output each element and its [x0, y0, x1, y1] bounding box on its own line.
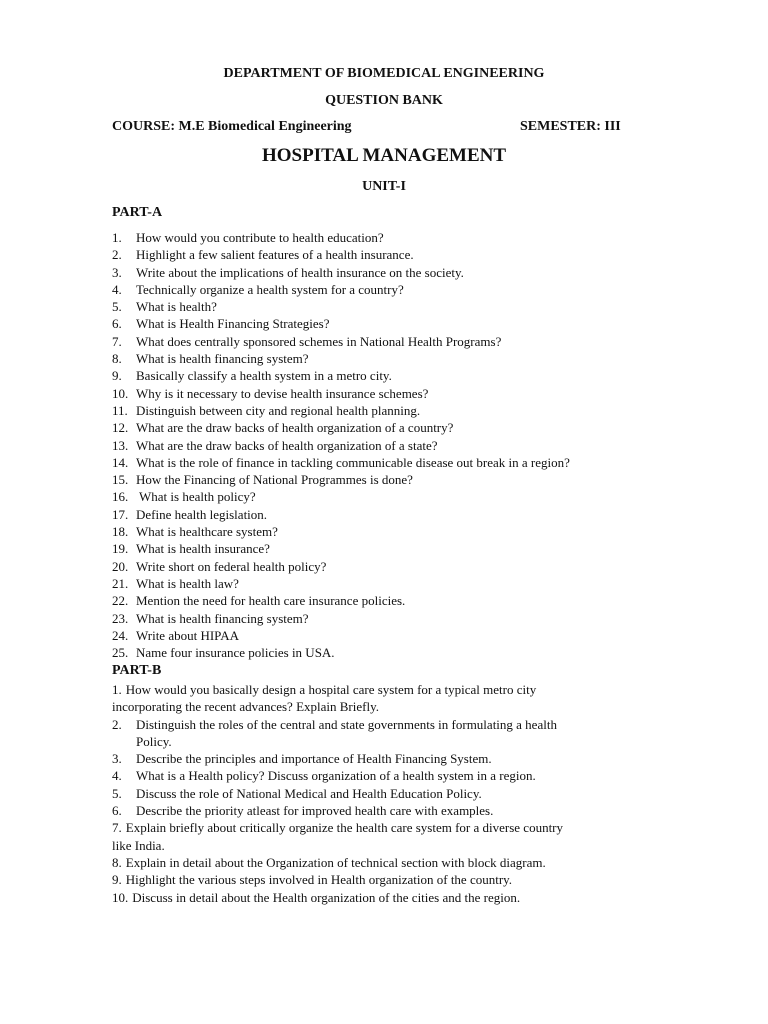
unit-heading: UNIT-I	[362, 179, 406, 194]
question-number: 9.	[112, 368, 122, 384]
question-text: What is a Health policy? Discuss organization of a health system in a region.	[136, 768, 536, 784]
question-text: What is health financing system?	[136, 351, 309, 367]
question-text-continuation: Policy.	[136, 733, 172, 749]
part-a-question-25	[112, 644, 672, 661]
question-bank-title: QUESTION BANK	[325, 93, 443, 108]
part-b-question-7	[112, 819, 672, 854]
question-text: Highlight the various steps involved in Health organization of the country.	[125, 872, 513, 888]
part-a-question-10	[112, 385, 672, 402]
question-text-continuation: like India.	[112, 837, 165, 853]
question-number: 7.	[112, 820, 122, 836]
question-text: Discuss the role of National Medical and Health Education Policy.	[136, 785, 482, 801]
question-number: 5.	[112, 785, 122, 801]
question-text: How the Financing of National Programmes is done?	[136, 472, 413, 488]
question-number: 5.	[112, 299, 122, 315]
question-text: What is health financing system?	[136, 610, 309, 626]
question-text: What are the draw backs of health organization of a country?	[136, 420, 454, 436]
question-number: 2.	[112, 247, 122, 263]
part-a-question-12	[112, 419, 672, 436]
question-text: Explain briefly about critically organize the health care system for a diverse country	[125, 820, 564, 836]
part-a-question-1	[112, 229, 672, 246]
question-text: Define health legislation.	[136, 506, 268, 522]
part-a-question-19	[112, 540, 672, 557]
question-text: Distinguish the roles of the central and state governments in formulating a health	[136, 716, 557, 732]
part-a-question-7	[112, 333, 672, 350]
question-number: 4.	[112, 768, 122, 784]
question-number: 14.	[112, 454, 129, 470]
question-number: 1.	[112, 682, 122, 697]
question-number: 10.	[112, 385, 129, 401]
part-b-question-9	[112, 871, 672, 888]
question-number: 6.	[112, 803, 122, 819]
part-a-question-17	[112, 506, 672, 523]
question-text: Name four insurance policies in USA.	[136, 645, 335, 661]
question-number: 20.	[112, 558, 129, 574]
part-a-question-5	[112, 298, 672, 315]
question-number: 4.	[112, 281, 122, 297]
question-text: Basically classify a health system in a metro city.	[136, 368, 392, 384]
question-text: How would you basically design a hospital care system for a typical metro city	[125, 682, 537, 697]
question-text: What is Health Financing Strategies?	[136, 316, 330, 332]
part-a-question-6	[112, 315, 672, 332]
part-a-question-23	[112, 610, 672, 627]
subject-title: HOSPITAL MANAGEMENT	[261, 145, 507, 166]
part-b-question-6	[112, 802, 672, 819]
question-number: 10.	[112, 889, 129, 905]
question-number: 24.	[112, 627, 129, 643]
part-b-question-4	[112, 767, 672, 784]
question-number: 11.	[112, 402, 128, 418]
question-number: 2.	[112, 716, 122, 732]
part-a-question-16	[112, 488, 672, 505]
part-a-question-14	[112, 454, 672, 471]
question-text: Mention the need for health care insurance policies.	[136, 593, 406, 609]
part-a-question-11	[112, 402, 672, 419]
part-b-heading: PART-B	[112, 663, 162, 678]
question-number: 8.	[112, 854, 122, 870]
department-heading: DEPARTMENT OF BIOMEDICAL ENGINEERING	[223, 66, 545, 81]
question-text: What is the role of finance in tackling communicable disease out break in a region?	[136, 454, 570, 470]
question-text: Highlight a few salient features of a health insurance.	[136, 247, 414, 263]
question-text: What is healthcare system?	[136, 524, 278, 540]
question-text: Write short on federal health policy?	[136, 558, 327, 574]
question-number: 15.	[112, 472, 129, 488]
part-a-question-list	[112, 229, 672, 661]
part-a-question-9	[112, 367, 672, 384]
part-a-question-8	[112, 350, 672, 367]
question-text: Explain in detail about the Organization of technical section with block diagram.	[125, 854, 546, 870]
question-number: 17.	[112, 506, 129, 522]
question-text: Distinguish between city and regional health planning.	[136, 402, 421, 418]
question-number: 21.	[112, 575, 129, 591]
part-b-question-2	[112, 716, 672, 751]
question-number: 18.	[112, 524, 129, 540]
part-a-question-4	[112, 281, 672, 298]
question-text: What are the draw backs of health organization of a state?	[136, 437, 438, 453]
course-label: COURSE: M.E Biomedical Engineering	[112, 119, 352, 134]
part-a-question-21	[112, 575, 672, 592]
question-number: 23.	[112, 610, 129, 626]
question-text: Write about the implications of health insurance on the society.	[136, 264, 464, 280]
question-number: 7.	[112, 333, 122, 349]
part-a-question-18	[112, 523, 672, 540]
question-number: 25.	[112, 645, 129, 661]
question-text: What is health insurance?	[136, 541, 270, 557]
part-a-question-20	[112, 558, 672, 575]
question-text: What does centrally sponsored schemes in National Health Programs?	[136, 333, 502, 349]
part-a-question-15	[112, 471, 672, 488]
question-text: Write about HIPAA	[136, 627, 239, 643]
part-a-question-24	[112, 627, 672, 644]
part-b-question-8	[112, 854, 672, 871]
part-b-question-5	[112, 785, 672, 802]
question-number: 3.	[112, 264, 122, 280]
part-a-heading: PART-A	[112, 205, 163, 220]
question-text: What is health?	[136, 299, 217, 315]
semester-label: SEMESTER: III	[520, 119, 621, 134]
question-text: What is health law?	[136, 575, 239, 591]
question-text: How would you contribute to health education?	[136, 230, 384, 245]
question-number: 16.	[112, 489, 129, 505]
question-number: 3.	[112, 751, 122, 767]
question-number: 8.	[112, 351, 122, 367]
part-b-question-10	[112, 889, 672, 906]
question-text: What is health policy?	[136, 489, 256, 505]
question-text-continuation: incorporating the recent advances? Explain Briefly.	[112, 699, 379, 715]
part-a-question-3	[112, 264, 672, 281]
question-text: Discuss in detail about the Health organization of the cities and the region.	[132, 889, 521, 905]
part-a-question-13	[112, 437, 672, 454]
part-a-question-22	[112, 592, 672, 609]
question-number: 6.	[112, 316, 122, 332]
question-number: 1.	[112, 230, 122, 245]
part-b-question-list	[112, 681, 672, 906]
part-a-question-2	[112, 246, 672, 263]
question-number: 12.	[112, 420, 129, 436]
question-number: 9.	[112, 872, 122, 888]
question-text: Why is it necessary to devise health insurance schemes?	[136, 385, 429, 401]
question-number: 22.	[112, 593, 129, 609]
question-text: Describe the principles and importance of Health Financing System.	[136, 751, 492, 767]
question-number: 19.	[112, 541, 129, 557]
part-b-question-3	[112, 750, 672, 767]
question-text: Describe the priority atleast for improved health care with examples.	[136, 803, 494, 819]
part-b-question-1	[112, 681, 672, 716]
question-text: Technically organize a health system for a country?	[136, 281, 404, 297]
question-number: 13.	[112, 437, 129, 453]
